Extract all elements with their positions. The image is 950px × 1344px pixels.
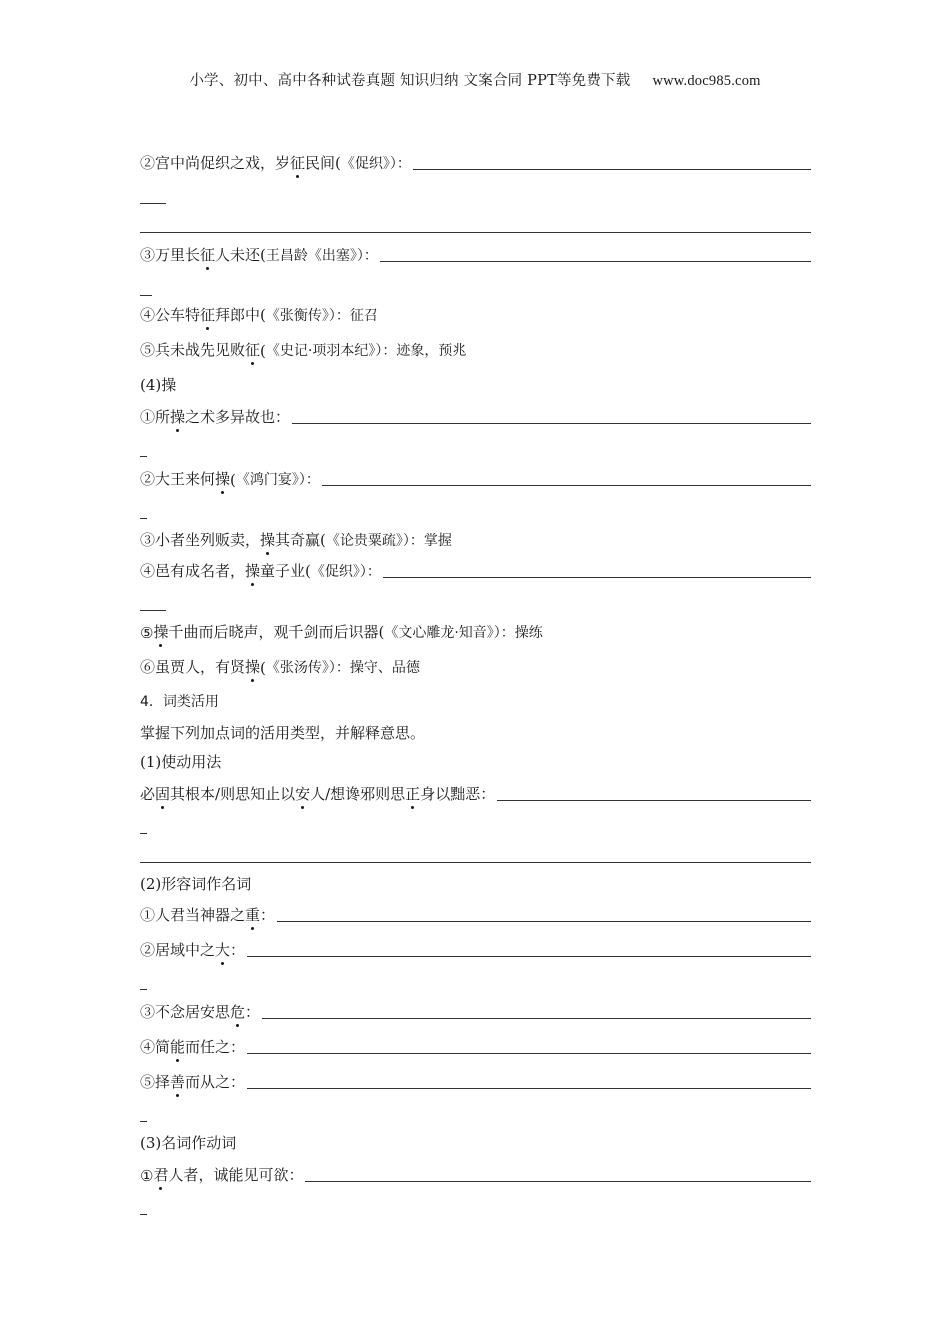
answer-blank[interactable]	[292, 409, 811, 424]
dotted-char: 操	[245, 562, 261, 580]
dotted-char: 操	[260, 531, 276, 549]
item-text: 身以黜恶：	[420, 785, 496, 803]
section-heading: 4．词类活用	[140, 694, 219, 710]
answer-blank[interactable]	[380, 247, 811, 262]
item-text: ：	[245, 1003, 261, 1021]
item-text: ⑥虽贾人，有贤	[140, 658, 246, 676]
item-source: 《鸿门宴》）：	[235, 472, 320, 488]
answer-blank[interactable]	[247, 942, 811, 957]
dotted-char: 操	[245, 658, 261, 676]
subsection-3	[140, 1132, 236, 1153]
dotted-char: 操	[170, 408, 186, 426]
answer-blank-continuation[interactable]	[140, 1213, 147, 1215]
md-item-1	[140, 1164, 811, 1185]
item-source: 《张衡传》）：征召	[265, 308, 378, 324]
section-heading: (4)操	[140, 376, 177, 394]
dotted-char: 征	[245, 341, 261, 359]
dotted-char: 固	[155, 785, 171, 803]
instruction-text: 掌握下列加点词的活用类型，并解释意思。	[140, 724, 426, 742]
dotted-char: 危	[230, 1003, 246, 1021]
item-text: ③不念居安思	[140, 1003, 231, 1021]
answer-blank-continuation[interactable]	[140, 609, 166, 611]
dotted-char: 征	[200, 306, 216, 324]
item-text: (	[230, 471, 236, 489]
header-site: www.doc985.com	[652, 73, 761, 89]
subsection-heading: (3)名词作动词	[140, 1134, 237, 1152]
xr-item-3	[140, 1001, 811, 1022]
header-text: 小学、初中、高中各种试卷真题 知识归纳 文案合同 PPT等免费下载	[189, 73, 631, 89]
dotted-char: 操	[153, 623, 169, 641]
item-text: 之术多异故也：	[185, 408, 291, 426]
item-text: ③小者坐列贩卖，	[140, 531, 261, 549]
item-text: 而任之：	[185, 1038, 246, 1056]
answer-blank-full[interactable]	[140, 862, 811, 863]
answer-blank-continuation[interactable]	[140, 202, 166, 204]
item-text: ①所	[140, 408, 171, 426]
answer-blank[interactable]	[413, 155, 811, 170]
item-text: 其根本/则思知止以	[170, 785, 296, 803]
cao-item-2	[140, 468, 811, 489]
answer-blank-continuation[interactable]	[140, 517, 147, 519]
item-text: ④邑有成名者，	[140, 562, 246, 580]
item-text: ①	[140, 1167, 154, 1185]
answer-blank-continuation[interactable]	[140, 294, 152, 296]
item-source: 《促织》）：	[310, 564, 381, 580]
answer-blank[interactable]	[247, 1039, 811, 1054]
zheng-item-4	[140, 304, 378, 325]
item-source: 王昌龄《出塞》）：	[265, 248, 378, 264]
shidong-item	[140, 783, 811, 804]
item-text: ①人君当神器之	[140, 906, 246, 924]
answer-blank[interactable]	[497, 786, 811, 801]
answer-blank[interactable]	[305, 1167, 811, 1182]
dotted-char: 操	[215, 470, 231, 488]
item-text: 人/想谗邪则思	[310, 785, 406, 803]
item-source: 《张汤传》）：操守、品德	[265, 660, 420, 676]
item-text: ④公车特	[140, 306, 201, 324]
item-text: ⑤择	[140, 1073, 171, 1091]
item-text: 人未还(	[215, 246, 266, 264]
answer-blank[interactable]	[322, 471, 811, 486]
item-text: 童子业(	[260, 562, 311, 580]
item-text: 拜郎中(	[215, 306, 266, 324]
instruction	[140, 722, 425, 743]
item-source: 《史记·项羽本纪》）：迹象，预兆	[265, 343, 467, 359]
zheng-item-5	[140, 339, 466, 360]
xr-item-2	[140, 939, 811, 960]
item-text: ④简	[140, 1038, 171, 1056]
dotted-char: 安	[295, 785, 311, 803]
item-text: ②居域中之	[140, 941, 216, 959]
item-text: 千曲而后晓声，观千剑而后识器(	[168, 623, 385, 641]
dotted-char: 重	[245, 906, 261, 924]
item-text: 必	[140, 785, 156, 803]
page-header	[0, 69, 950, 90]
subsection-heading: (1)使动用法	[140, 753, 222, 771]
item-text: (	[260, 659, 266, 677]
dotted-char: 善	[170, 1073, 186, 1091]
cao-item-6	[140, 656, 420, 677]
item-text: ②宫中尚促织之戏，岁	[140, 154, 291, 172]
xr-item-1	[140, 904, 811, 925]
cao-item-3	[140, 529, 452, 550]
subsection-heading: (2)形容词作名词	[140, 875, 252, 893]
section-cao-heading	[140, 374, 176, 395]
item-source: 《促织》）：	[340, 156, 411, 172]
item-text: 民间(	[305, 154, 341, 172]
answer-blank-continuation[interactable]	[140, 1120, 147, 1122]
answer-blank-full[interactable]	[140, 232, 811, 233]
cao-item-5	[140, 621, 543, 642]
item-text: ⑤兵未战先见败	[140, 341, 246, 359]
dotted-char: 君	[153, 1166, 169, 1184]
item-text: ：	[260, 906, 276, 924]
item-text: ②大王来何	[140, 470, 216, 488]
dotted-char: 能	[170, 1038, 186, 1056]
section-4-heading	[140, 691, 219, 711]
item-text: ③万里长	[140, 246, 201, 264]
item-text: ：	[230, 941, 246, 959]
item-text: 人者，诚能见可欲：	[168, 1166, 304, 1184]
subsection-1	[140, 751, 221, 772]
item-number: ⑤	[140, 624, 154, 642]
subsection-2	[140, 873, 251, 894]
answer-blank-continuation[interactable]	[140, 455, 147, 457]
cao-item-1	[140, 406, 811, 427]
answer-blank[interactable]	[247, 1074, 811, 1089]
answer-blank[interactable]	[262, 1004, 811, 1019]
answer-blank-continuation[interactable]	[140, 988, 147, 990]
item-source: 《文心雕龙·知音》）：操练	[384, 625, 543, 641]
item-text: 而从之：	[185, 1073, 246, 1091]
xr-item-5	[140, 1071, 811, 1092]
dotted-char: 征	[200, 246, 216, 264]
zheng-item-3	[140, 244, 811, 265]
answer-blank[interactable]	[277, 907, 811, 922]
dotted-char: 大	[215, 941, 231, 959]
answer-blank[interactable]	[383, 563, 811, 578]
xr-item-4	[140, 1036, 811, 1057]
dotted-char: 正	[405, 785, 421, 803]
zheng-item-2	[140, 152, 811, 173]
item-text: 其奇赢(	[275, 531, 326, 549]
item-source: 《论贵粟疏》）：掌握	[325, 533, 452, 549]
dotted-char: 征	[290, 154, 306, 172]
answer-blank-continuation[interactable]	[140, 832, 147, 834]
cao-item-4	[140, 560, 811, 581]
item-text: (	[260, 342, 266, 360]
